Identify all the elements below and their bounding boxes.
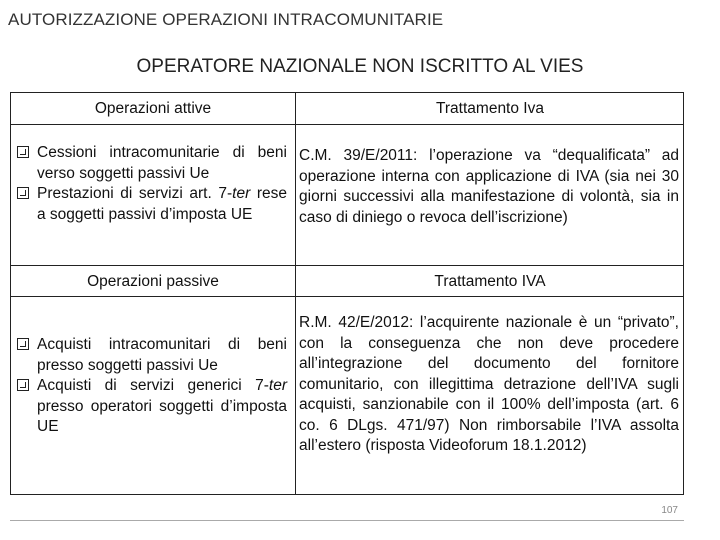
item-text-italic: ter — [232, 185, 251, 202]
header-active-operations: Operazioni attive — [94, 100, 212, 117]
row-divider — [11, 124, 683, 125]
list-item — [17, 143, 287, 184]
slide-subtitle: OPERATORE NAZIONALE NON ISCRITTO AL VIES — [136, 56, 584, 77]
item-text-pre: Acquisti di servizi generici 7- — [37, 377, 269, 394]
row-divider — [11, 296, 683, 297]
header-active-vat-treatment: Trattamento Iva — [436, 100, 544, 117]
item-text: Acquisti intracomunitari di beni presso soggetti passivi Ue — [37, 336, 287, 374]
header-passive-vat-treatment: Trattamento IVA — [434, 273, 546, 290]
active-treatment-text: C.M. 39/E/2011: l’operazione va “dequalificata” ad operazione interna con applicazione di IVA (sia nei 30 giorni successivi alla manifestazione di volontà, sia in caso di diniego o revoca dell’iscrizione) — [299, 147, 679, 226]
list-item — [17, 376, 287, 438]
active-operations-list — [17, 143, 287, 225]
item-text: Cessioni intracomunitarie di beni verso soggetti passivi Ue — [37, 144, 287, 182]
checkbox-bullet-icon — [17, 338, 29, 350]
header-passive-operations: Operazioni passive — [87, 273, 219, 290]
row-divider — [11, 265, 683, 266]
item-text-italic: ter — [268, 377, 287, 394]
column-divider — [295, 93, 296, 494]
list-item — [17, 184, 287, 225]
passive-operations-list — [17, 335, 287, 438]
item-text-post: presso operatori soggetti d’imposta UE — [37, 397, 287, 435]
vat-treatment-table — [10, 92, 684, 495]
page-number: 107 — [661, 505, 678, 516]
list-item — [17, 335, 287, 376]
slide-title: AUTORIZZAZIONE OPERAZIONI INTRACOMUNITARIE — [8, 10, 444, 29]
checkbox-bullet-icon — [17, 187, 29, 199]
footer-divider — [10, 520, 684, 521]
item-text-post: rese a soggetti passivi d’imposta UE — [37, 185, 287, 223]
checkbox-bullet-icon — [17, 379, 29, 391]
passive-treatment-text: R.M. 42/E/2012: l’acquirente nazionale è un “privato”, con la conseguenza che non deve procedere all’integrazione del documento del fornitore comunitario, con illegittima detrazione dell’IVA sugli acquisti, sanzionabile con il 100% dell’imposta (art. 6 co. 6 DLgs. 471/97) Non rimborsabile l’IVA assolta all’estero (risposta Videoforum 18.1.2012) — [299, 314, 679, 454]
checkbox-bullet-icon — [17, 146, 29, 158]
item-text-pre: Prestazioni di servizi art. 7- — [37, 185, 233, 202]
